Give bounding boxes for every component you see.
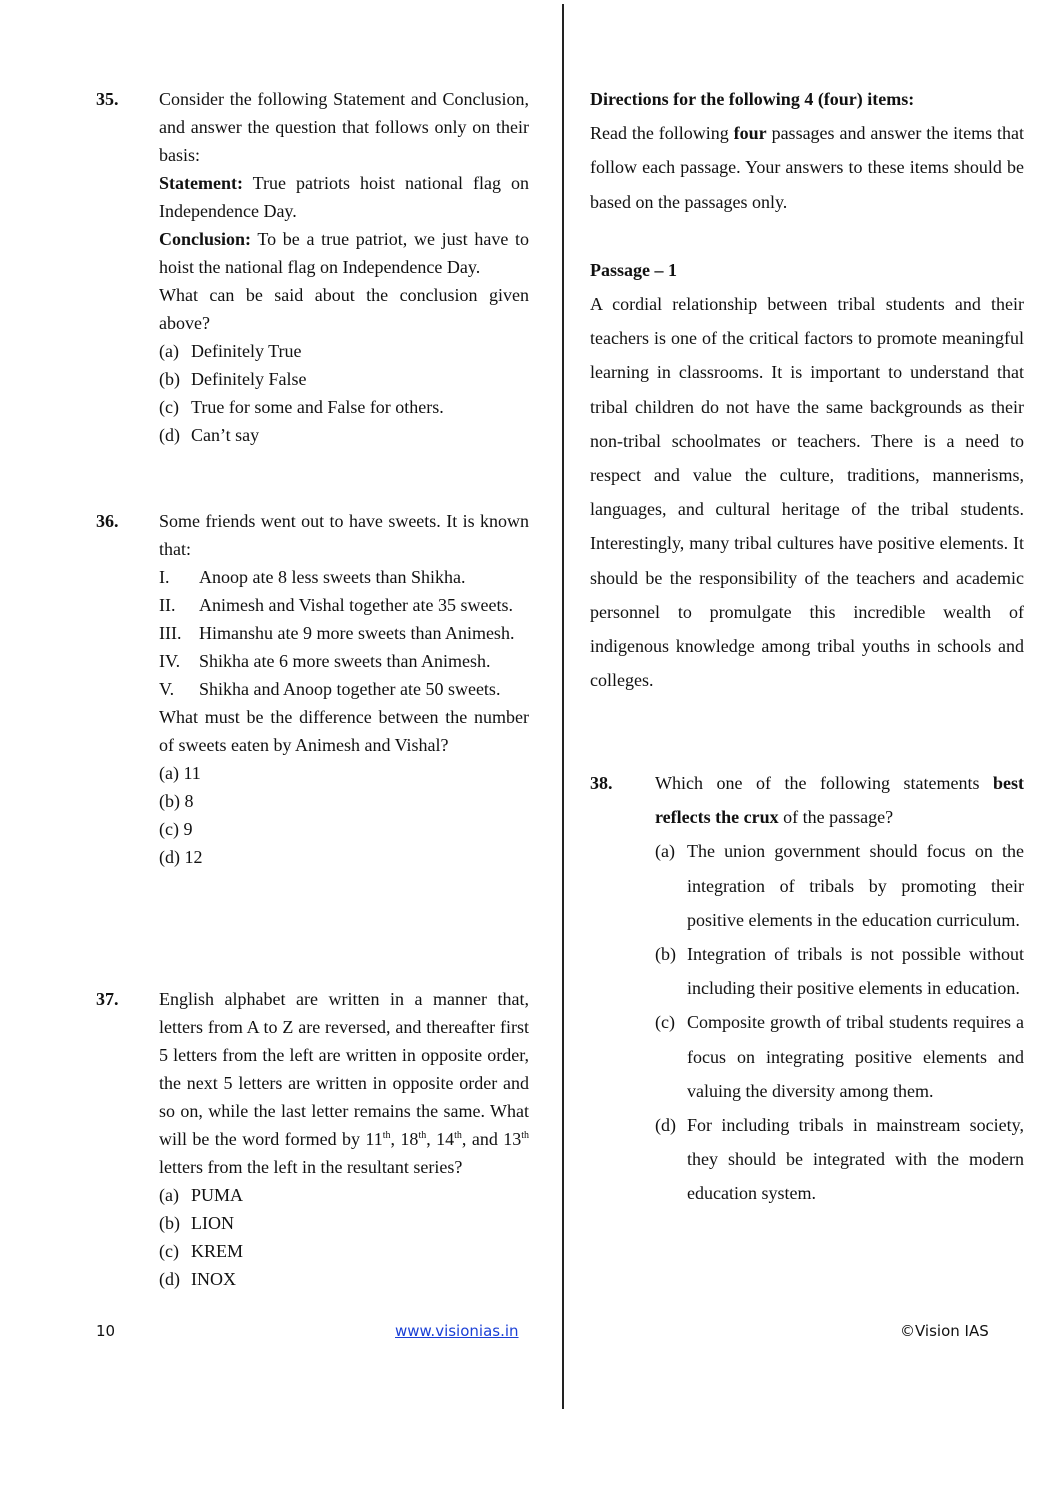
question-number: 37.: [96, 989, 119, 1009]
column-divider: [562, 4, 564, 1409]
website-link[interactable]: www.visionias.in: [395, 1322, 519, 1340]
spacer: [590, 219, 1024, 253]
option-b: (b) Integration of tribals is not possible without including their positive elements in education.: [655, 944, 1024, 999]
list-item: I. Anoop ate 8 less sweets than Shikha.: [159, 567, 466, 587]
option-b: (b) Definitely False: [159, 369, 307, 389]
passage-title: Passage – 1: [590, 259, 677, 280]
statement: Statement: True patriots hoist national flag on Independence Day.: [159, 173, 529, 221]
page-number: 10: [96, 1322, 116, 1340]
list-item: III. Himanshu ate 9 more sweets than Animesh.: [159, 623, 515, 643]
question-intro: Some friends went out to have sweets. It is known that:: [159, 511, 529, 559]
question-text: Which one of the following statements best reflects the crux of the passage?: [655, 773, 1024, 828]
option-b: (b) 8: [159, 791, 194, 811]
question-number: 36.: [96, 511, 119, 531]
directions-text: Read the following four passages and answer the items that follow each passage. Your answers to these items should be based on the passages only.: [590, 123, 1024, 212]
option-d: (d) INOX: [159, 1269, 236, 1289]
option-a: (a) Definitely True: [159, 341, 302, 361]
list-item: V. Shikha and Anoop together ate 50 sweets.: [159, 679, 501, 699]
list-item: II. Animesh and Vishal together ate 35 sweets.: [159, 595, 514, 615]
passage-text: A cordial relationship between tribal students and their teachers is one of the critical factors to promote meaningful learning in classrooms. It is important to understand that tribal children do not have the same backgrounds as their non-tribal schoolmates or teachers. There is a need to respect and value the culture, traditions, mannerisms, languages, and cultural heritage of the tribal students. Interestingly, many tribal cultures have positive elements. It should be the responsibility of the teachers and academic personnel to promulgate this incredible wealth of indigenous knowledge among tribal youths in schools and colleges.: [590, 294, 1024, 691]
conclusion: Conclusion: To be a true patriot, we just have to hoist the national flag on Independence Day.: [159, 229, 529, 277]
question-35: [96, 85, 529, 449]
question-text: What must be the difference between the number of sweets eaten by Animesh and Vishal?: [159, 707, 529, 755]
question-intro: Consider the following Statement and Conclusion, and answer the question that follows only on their basis:: [159, 89, 529, 165]
question-number: 35.: [96, 89, 119, 109]
question-number: 38.: [590, 773, 613, 793]
option-c: (c) 9: [159, 819, 193, 839]
option-b: (b) LION: [159, 1213, 234, 1233]
option-d: (d) Can’t say: [159, 425, 260, 445]
option-d: (d) 12: [159, 847, 203, 867]
directions-heading: Directions for the following 4 (four) items:: [590, 89, 915, 109]
question-37: [96, 985, 529, 1293]
question-text: English alphabet are written in a manner that, letters from A to Z are reversed, and thereafter first 5 letters from the left are written in opposite order, the next 5 letters are written in opposite order and so on, while the last letter remains the same. What will be the word formed by 11th, 18th, 14th, and 13th letters from the left in the resultant series?: [159, 989, 530, 1177]
copyright: ©Vision IAS: [900, 1322, 989, 1340]
option-c: (c) Composite growth of tribal students requires a focus on integrating positive elements and valuing the diversity among them.: [655, 1012, 1024, 1101]
question-38: [590, 766, 1024, 1211]
option-d: (d) For including tribals in mainstream society, they should be integrated with the modern education system.: [655, 1115, 1024, 1204]
list-item: IV. Shikha ate 6 more sweets than Animesh.: [159, 651, 491, 671]
option-a: (a) The union government should focus on the integration of tribals by promoting their positive elements in the education curriculum.: [655, 841, 1024, 930]
option-a: (a) 11: [159, 763, 201, 783]
option-c: (c) KREM: [159, 1241, 244, 1261]
directions-and-passage: [590, 82, 1024, 697]
question-text: What can be said about the conclusion given above?: [159, 285, 529, 333]
question-36: [96, 507, 529, 871]
option-c: (c) True for some and False for others.: [159, 397, 444, 417]
option-a: (a) PUMA: [159, 1185, 244, 1205]
